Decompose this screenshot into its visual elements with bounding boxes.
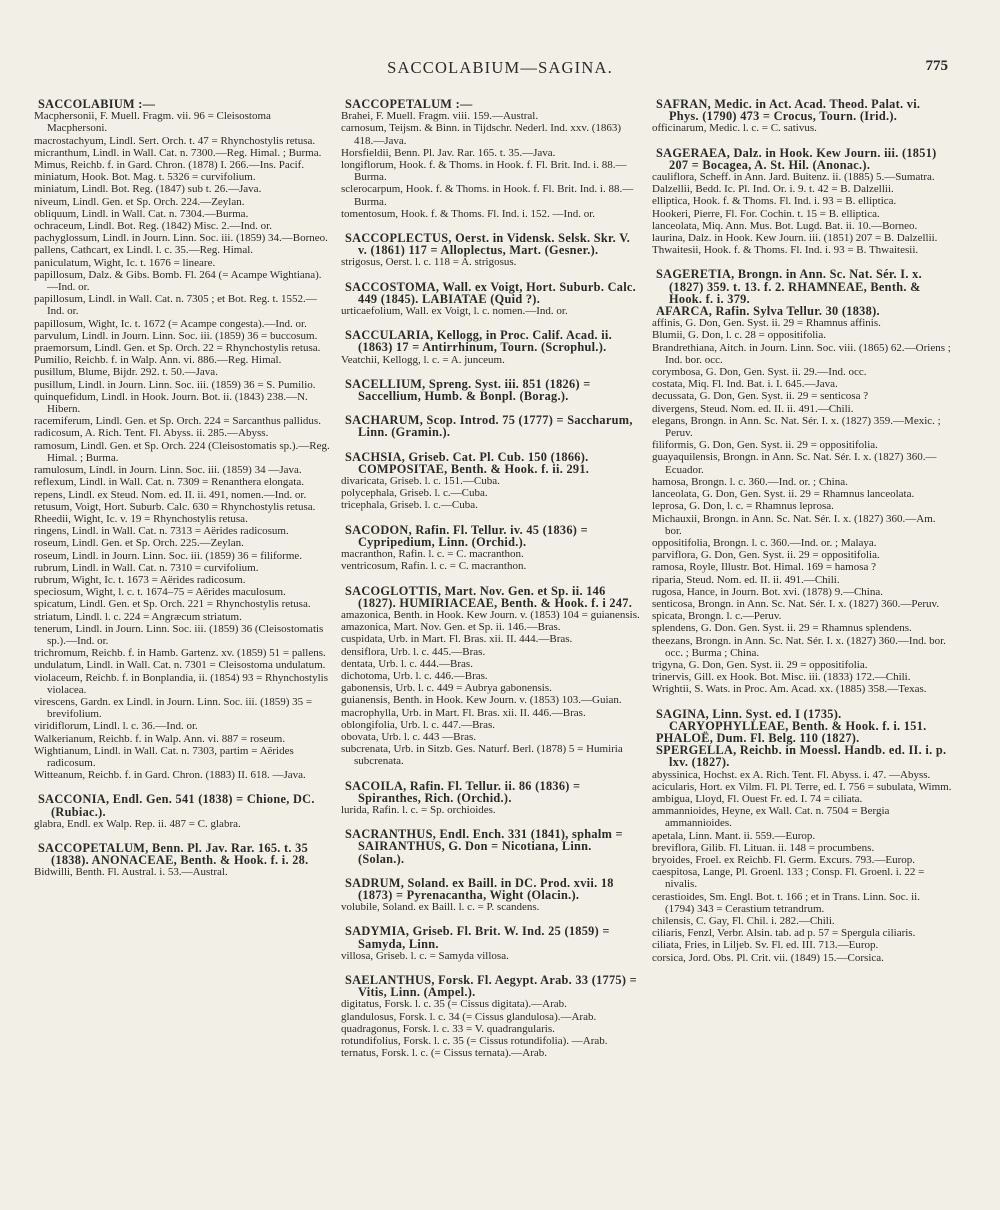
species-entry: glandulosus, Forsk. l. c. 34 (= Cissus glandulosa).—Arab. <box>341 1010 597 1023</box>
genus-heading: SACRANTHUS, Endl. Ench. 331 (1841), sphalm = SAIRANTHUS, G. Don = Nicotiana, Linn. (Solan.). <box>345 827 623 866</box>
entry-gap <box>345 439 640 451</box>
species-entry: trichromum, Reichb. f. in Hamb. Gartenz. xv. (1859) 51 = pallens. <box>34 647 326 660</box>
genus-heading: SACHARUM, Scop. Introd. 75 (1777) = Saccharum, Linn. (Gramin.). <box>345 413 633 440</box>
species-entry: corymbosa, G. Don, Gen. Syst. ii. 29.—Ind. occ. <box>652 366 867 379</box>
species-entry: abyssinica, Hochst. ex A. Rich. Tent. Fl. Abyss. i. 47. —Abyss. <box>652 768 931 781</box>
species-entry: oppositifolia, Brongn. l. c. 360.—Ind. or. ; Malaya. <box>652 536 877 549</box>
species-entry: elliptica, Hook. f. & Thoms. Fl. Ind. i. 93 = B. elliptica. <box>652 195 897 208</box>
species-entry: niveum, Lindl. Gen. et Sp. Orch. 224.—Zeylan. <box>34 195 245 208</box>
species-entry: ramosum, Lindl. Gen. et Sp. Orch. 224 (Cleisostomatis sp.).—Reg. Himal. ; Burma. <box>34 439 330 464</box>
genus-heading: SACODON, Rafin. Fl. Tellur. iv. 45 (1836) = Cypripedium, Linn. (Orchid.). <box>345 522 588 549</box>
species-entry: ciliata, Fries, in Liljeb. Sv. Fl. ed. III. 713.—Europ. <box>652 939 879 952</box>
species-entry: ventricosum, Rafin. l. c. = C. macranthon. <box>341 560 527 573</box>
species-entry: guianensis, Benth. in Hook. Kew Journ. v. (1853) 103.—Guian. <box>341 694 622 707</box>
species-entry: decussata, G. Don, Gen. Syst. ii. 29 = senticosa ? <box>652 390 869 403</box>
column-right <box>652 97 952 964</box>
species-entry: spicatum, Lindl. Gen. et Sp. Orch. 221 = Rhynchostylis retusa. <box>34 598 311 611</box>
species-entry: divergens, Steud. Nom. ed. II. ii. 491.—Chili. <box>652 402 854 415</box>
species-entry: Macphersonii, F. Muell. Fragm. vii. 96 = Cleisostoma Macphersoni. <box>34 110 271 135</box>
species-entry: apetala, Linn. Mant. ii. 559.—Europ. <box>652 829 816 842</box>
genus-heading: SACCOPLECTUS, Oerst. in Vidensk. Selsk. Skr. V. v. (1861) 117 = Alloplectus, Mart. (Gesner.). <box>345 231 631 258</box>
species-entry: trinervis, Gill. ex Hook. Bot. Misc. iii. (1833) 172.—Chili. <box>652 671 911 684</box>
species-entry: Michauxii, Brongn. in Ann. Sc. Nat. Sér. I. x. (1827) 360.—Am. bor. <box>652 512 936 537</box>
species-entry: affinis, G. Don, Gen. Syst. ii. 29 = Rhamnus affinis. <box>652 317 881 330</box>
species-entry: ciliaris, Fenzl, Verbr. Alsin. tab. ad p. 57 = Spergula ciliaris. <box>652 927 916 940</box>
species-entry: obovata, Urb. l. c. 443 —Bras. <box>341 730 477 743</box>
genus-heading: SACOILA, Rafin. Fl. Tellur. ii. 86 (1836) = Spiranthes, Rich. (Orchid.). <box>345 778 581 805</box>
species-entry: Dalzellii, Bedd. Ic. Pl. Ind. Or. i. 9. t. 42 = B. Dalzellii. <box>652 183 894 196</box>
species-entry: Thwaitesii, Hook. f. & Thoms. Fl. Ind. i. 93 = B. Thwaitesii. <box>652 244 919 257</box>
species-entry: dentata, Urb. l. c. 444.—Bras. <box>341 657 473 670</box>
species-entry: macrophylla, Urb. in Mart. Fl. Bras. xii. II. 446.—Bras. <box>341 706 586 719</box>
species-entry: lanceolata, Miq. Ann. Mus. Bot. Lugd. Bat. ii. 10.—Borneo. <box>652 219 918 232</box>
entry-gap <box>656 696 952 708</box>
species-entry: ramosa, Royle, Illustr. Bot. Himal. 169 = hamosa ? <box>652 561 877 574</box>
species-entry: ambigua, Lloyd, Fl. Ouest Fr. ed. I. 74 = ciliata. <box>652 792 863 805</box>
species-entry: digitatus, Forsk. l. c. 35 (= Cissus digitata).—Arab. <box>341 998 567 1011</box>
entry-gap <box>345 768 640 780</box>
species-entry: viridiflorum, Lindl. l. c. 36.—Ind. or. <box>34 720 198 733</box>
species-entry: miniatum, Hook. Bot. Mag. t. 5326 = curvifolium. <box>34 171 256 184</box>
species-entry: ammannioides, Heyne, ex Wall. Cat. n. 7504 = Bergia ammannioides. <box>652 805 890 830</box>
species-entry: roseum, Lindl. in Journ. Linn. Soc. iii. (1859) 36 = filiforme. <box>34 549 303 562</box>
species-entry: ochraceum, Lindl. Bot. Reg. (1842) Misc. 2.—Ind. or. <box>34 220 272 233</box>
entry-gap <box>345 269 640 281</box>
species-entry: obliquum, Lindl. in Wall. Cat. n. 7304.—Burma. <box>34 207 249 220</box>
species-entry: quinquefidum, Lindl. in Hook. Journ. Bot. ii. (1843) 238.—N. Hibern. <box>34 390 308 416</box>
column-middle <box>341 97 640 1060</box>
genus-heading: SAGERETIA, Brongn. in Ann. Sc. Nat. Sér. I. x. (1827) 359. t. 13. f. 2. RHAMNEAE, Benth. & Hook. f. i. 379. <box>656 267 922 306</box>
genus-heading: AFARCA, Rafin. Sylva Tellur. 30 (1838). <box>656 304 880 319</box>
species-entry: chilensis, C. Gay, Fl. Chil. i. 282.—Chili. <box>652 915 835 927</box>
entry-gap <box>345 512 640 524</box>
species-entry: paniculatum, Wight, Ic. t. 1676 = lineare. <box>34 256 216 269</box>
species-entry: Brahei, F. Muell. Fragm. viii. 159.—Austral. <box>341 110 539 123</box>
genus-heading: SADYMIA, Griseb. Fl. Brit. W. Ind. 25 (1859) = Samyda, Linn. <box>345 924 610 951</box>
species-entry: lurida, Rafin. l. c. = Sp. orchioides. <box>341 803 496 816</box>
species-entry: parvulum, Lindl. in Journ. Linn. Soc. iii. (1859) 36 = buccosum. <box>34 329 318 342</box>
species-entry: ramulosum, Lindl. in Journ. Linn. Soc. iii. (1859) 34 —Java. <box>34 464 302 477</box>
species-entry: parviflora, G. Don, Gen. Syst. ii. 29 = oppositifolia. <box>652 549 880 562</box>
species-entry: rubrum, Lindl. in Wall. Cat. n. 7310 = curvifolium. <box>34 561 259 574</box>
species-entry: urticaefolium, Wall. ex Voigt, l. c. nomen.—Ind. or. <box>341 305 568 318</box>
species-entry: cerastioides, Sm. Engl. Bot. t. 166 ; et in Trans. Linn. Soc. ii. (1794) 343 = Cerastium tetrandrum. <box>652 890 920 915</box>
species-entry: praemorsum, Lindl. Gen. et Sp. Orch. 22 = Rhynchostylis retusa. <box>34 342 321 355</box>
species-entry: hamosa, Brongn. l. c. 360.—Ind. or. ; China. <box>652 475 848 488</box>
genus-heading: SACCOPETALUM :— <box>345 97 473 111</box>
species-entry: corsica, Jord. Obs. Pl. Crit. vii. (1849) 15.—Corsica. <box>652 951 884 964</box>
species-entry: ringens, Lindl. in Wall. Cat. n. 7313 = Aërides radicosum. <box>34 525 289 538</box>
species-entry: tenerum, Lindl. in Journ. Linn. Soc. iii. (1859) 36 (Cleisostomatis sp.).—Ind. or. <box>34 622 324 647</box>
species-entry: quadragonus, Forsk. l. c. 33 = V. quadrangularis. <box>341 1022 555 1035</box>
species-entry: undulatum, Lindl. in Wall. Cat. n. 7301 = Cleisostoma undulatum. <box>34 659 326 672</box>
species-entry: Rheedii, Wight, Ic. v. 19 = Rhynchostylis retusa. <box>34 512 248 525</box>
species-entry: officinarum, Medic. l. c. = C. sativus. <box>652 122 817 135</box>
species-entry: filiformis, G. Don, Gen. Syst. ii. 29 = oppositifolia. <box>652 439 878 452</box>
species-entry: splendens, G. Don. Gen. Syst. ii. 29 = Rhamnus splendens. <box>652 622 912 635</box>
species-entry: Wightianum, Lindl. in Wall. Cat. n. 7303, partim = Aërides radicosum. <box>34 744 294 769</box>
species-entry: densiflora, Urb. l. c. 445.—Bras. <box>341 645 486 658</box>
species-entry: pachyglossum, Lindl. in Journ. Linn. Soc. iii. (1859) 34.—Borneo. <box>34 232 328 245</box>
species-entry: speciosum, Wight, l. c. t. 1674–75 = Aërides maculosum. <box>34 586 286 599</box>
species-entry: macranthon, Rafin. l. c. = C. macranthon. <box>341 548 524 561</box>
species-entry: longiflorum, Hook. f. & Thoms. in Hook. f. Fl. Brit. Ind. i. 88.—Burma. <box>341 159 627 184</box>
species-entry: repens, Lindl. ex Steud. Nom. ed. II. ii. 491, nomen.—Ind. or. <box>34 488 307 501</box>
species-entry: acicularis, Hort. ex Vilm. Fl. Pl. Terre, ed. I. 756 = subulata, Wimm. <box>652 780 952 793</box>
species-entry: cauliflora, Scheff. in Ann. Jard. Buitenz. ii. (1885) 5.—Sumatra. <box>652 171 935 184</box>
species-entry: Horsfieldii, Benn. Pl. Jav. Rar. 165. t. 35.—Java. <box>341 146 556 159</box>
species-entry: leprosa, G. Don, l. c. = Rhamnus leprosa. <box>652 500 834 513</box>
species-entry: subcrenata, Urb. in Sitzb. Ges. Naturf. Berl. (1878) 5 = Humiria subcrenata. <box>341 743 623 768</box>
genus-heading: SACCULARIA, Kellogg, in Proc. Calif. Acad. ii. (1863) 17 = Antirrhinum, Tourn. (Scrophul.). <box>345 328 613 355</box>
species-entry: Hookeri, Pierre, Fl. For. Cochin. t. 15 = B. elliptica. <box>652 207 880 220</box>
species-entry: retusum, Voigt, Hort. Suburb. Calc. 630 = Rhynchostylis retusa. <box>34 500 316 513</box>
species-entry: amazonica, Mart. Nov. Gen. et Sp. ii. 146.—Bras. <box>341 621 561 634</box>
species-entry: Walkerianum, Reichb. f. in Walp. Ann. vi. 887 = roseum. <box>34 732 286 745</box>
species-entry: papillosum, Wight, Ic. t. 1672 (= Acampe congesta).—Ind. or. <box>34 317 307 330</box>
species-entry: caespitosa, Lange, Pl. Groenl. 133 ; Consp. Fl. Groenl. i. 22 = nivalis. <box>652 866 925 891</box>
species-entry: rubrum, Wight, Ic. t. 1673 = Aërides radicosum. <box>34 573 246 586</box>
species-entry: villosa, Griseb. l. c. = Samyda villosa. <box>341 949 509 962</box>
species-entry: elegans, Brongn. in Ann. Sc. Nat. Sér. I. x. (1827) 359.—Mexic. ; Peruv. <box>652 414 941 440</box>
genus-heading: SACELLIUM, Spreng. Syst. iii. 851 (1826) = Saccellium, Humb. & Bonpl. (Borag.). <box>345 376 591 404</box>
species-entry: macrostachyum, Lindl. Sert. Orch. t. 47 = Rhynchostylis retusa. <box>34 134 316 147</box>
species-entry: reflexum, Lindl. in Wall. Cat. n. 7309 = Renanthera elongata. <box>34 476 304 489</box>
species-entry: micranthum, Lindl. in Wall. Cat. n. 7300.—Reg. Himal. ; Burma. <box>34 146 322 159</box>
species-entry: Wrightii, S. Wats. in Proc. Am. Acad. xx. (1885) 358.—Texas. <box>652 683 927 696</box>
genus-heading: SACCOSTOMA, Wall. ex Voigt, Hort. Suburb. Calc. 449 (1845). LABIATAE (Quid ?). <box>345 279 637 306</box>
species-entry: ternatus, Forsk. l. c. (= Cissus ternata).—Arab. <box>341 1047 547 1060</box>
species-entry: amazonica, Benth. in Hook. Kew Journ. v. (1853) 104 = guianensis. <box>341 608 640 621</box>
species-entry: papillosum, Dalz. & Gibs. Bomb. Fl. 264 (= Acampe Wightiana).—Ind. or. <box>34 268 322 294</box>
species-entry: carnosum, Teijsm. & Binn. in Tijdschr. Nederl. Ind. xxv. (1863) 418.—Java. <box>341 122 622 147</box>
species-entry: dichotoma, Urb. l. c. 446.—Bras. <box>341 669 488 682</box>
species-entry: pusillum, Lindl. in Journ. Linn. Soc. iii. (1859) 36 = S. Pumilio. <box>34 378 316 391</box>
entry-gap <box>345 865 640 877</box>
species-entry: striatum, Lindl. l. c. 224 = Angræcum striatum. <box>34 610 242 623</box>
species-entry: Pumilio, Reichb. f. in Walp. Ann. vi. 886.—Reg. Himal. <box>34 354 282 367</box>
species-entry: miniatum, Lindl. Bot. Reg. (1847) sub t. 26.—Java. <box>34 183 262 196</box>
species-entry: glabra, Endl. ex Walp. Rep. ii. 487 = C. glabra. <box>34 817 241 830</box>
running-head: SACCOLABIUM—SAGINA. <box>387 58 613 77</box>
genus-heading: SACCOPETALUM, Benn. Pl. Jav. Rar. 165. t. 35 (1838). ANONACEAE, Benth. & Hook. f. i. 28. <box>38 840 309 868</box>
genus-heading: SACOGLOTTIS, Mart. Nov. Gen. et Sp. ii. 146 (1827). HUMIRIACEAE, Benth. & Hook. f. i 247. <box>345 583 633 610</box>
entry-gap <box>656 135 952 147</box>
species-entry: tomentosum, Hook. f. & Thoms. Fl. Ind. i. 152. —Ind. or. <box>341 207 596 220</box>
species-entry: Blumii, G. Don, l. c. 28 = oppositifolia. <box>652 329 826 342</box>
species-entry: breviflora, Gilib. Fl. Lituan. ii. 148 = procumbens. <box>652 841 875 854</box>
species-entry: divaricata, Griseb. l. c. 151.—Cuba. <box>341 475 500 488</box>
species-entry: Bidwilli, Benth. Fl. Austral. i. 53.—Austral. <box>34 866 228 879</box>
species-entry: Witteanum, Reichb. f. in Gard. Chron. (1883) II. 618. —Java. <box>34 769 306 782</box>
species-entry: papillosum, Lindl. in Wall. Cat. n. 7305 ; et Bot. Reg. t. 1552.—Ind. or. <box>34 293 317 318</box>
genus-heading: SAGERAEA, Dalz. in Hook. Kew Journ. iii. (1851) 207 = Bocagea, A. St. Hil. (Anonac.). <box>656 145 937 172</box>
species-entry: Veatchii, Kellogg, l. c. = A. junceum. <box>341 353 505 366</box>
species-entry: bryoides, Froel. ex Reichb. Fl. Germ. Excurs. 793.—Europ. <box>652 853 916 866</box>
species-entry: cuspidata, Urb. in Mart. Fl. Bras. xii. II. 444.—Bras. <box>341 633 573 646</box>
species-entry: oblongifolia, Urb. l. c. 447.—Bras. <box>341 718 495 731</box>
species-entry: violaceum, Reichb. f. in Bonplandia, ii. (1854) 93 = Rhynchostylis violacea. <box>34 671 328 696</box>
species-entry: virescens, Gardn. ex Lindl. in Journ. Linn. Soc. iii. (1859) 35 = brevifolium. <box>34 695 313 721</box>
species-entry: strigosus, Oerst. l. c. 118 = A. strigosus. <box>341 256 517 269</box>
species-entry: polycephala, Griseb. l. c.—Cuba. <box>341 487 488 500</box>
species-entry: racemiferum, Lindl. Gen. et Sp. Orch. 224 = Sarcanthus pallidus. <box>34 415 321 428</box>
species-entry: Brandrethiana, Aitch. in Journ. Linn. Soc. viii. (1865) 62.—Oriens ; Ind. bor. occ. <box>652 341 951 366</box>
species-entry: costata, Miq. Fl. Ind. Bat. i. I. 645.—Java. <box>652 378 838 391</box>
column-left <box>34 97 330 879</box>
species-entry: senticosa, Brongn. in Ann. Sc. Nat. Sér. I. x. (1827) 360.—Peruv. <box>652 597 940 610</box>
species-entry: radicosum, A. Rich. Tent. Fl. Abyss. ii. 285.—Abyss. <box>34 427 269 440</box>
genus-heading: SPERGELLA, Reichb. in Moessl. Handb. ed. II. i. p. lxv. (1827). <box>656 743 947 770</box>
species-entry: pusillum, Blume, Bijdr. 292. t. 50.—Java. <box>34 366 218 379</box>
species-entry: tricephala, Griseb. l. c.—Cuba. <box>341 499 478 512</box>
page-number: 775 <box>925 58 948 74</box>
species-entry: theezans, Brongn. in Ann. Sc. Nat. Sér. I. x. (1827) 360.—Ind. bor. occ. ; Burma ; China. <box>652 634 946 659</box>
entry-gap <box>345 573 640 585</box>
genus-heading: SAELANTHUS, Forsk. Fl. Aegypt. Arab. 33 (1775) = Vitis, Linn. (Ampel.). <box>345 972 637 1000</box>
species-entry: volubile, Soland. ex Baill. l. c. = P. scandens. <box>341 901 540 914</box>
species-entry: rotundifolius, Forsk. l. c. 35 (= Cissus rotundifolia). —Arab. <box>341 1035 608 1047</box>
species-entry: trigyna, G. Don, Gen. Syst. ii. 29 = oppositifolia. <box>652 658 868 671</box>
genus-heading: PHALOË, Dum. Fl. Belg. 110 (1827). <box>656 730 860 745</box>
species-entry: Mimus, Reichb. f. in Gard. Chron. (1878) I. 266.—Ins. Pacif. <box>34 159 305 172</box>
species-entry: spicata, Brongn. l. c.—Peruv. <box>652 610 782 623</box>
species-entry: sclerocarpum, Hook. f. & Thoms. in Hook. f. Fl. Brit. Ind. i. 88.—Burma. <box>341 183 634 208</box>
genus-heading: SAFRAN, Medic. in Act. Acad. Theod. Palat. vi. Phys. (1790) 473 = Crocus, Tourn. (Irid.). <box>656 97 921 124</box>
species-entry: laurina, Dalz. in Hook. Kew Journ. iii. (1851) 207 = B. Dalzellii. <box>652 232 938 245</box>
genus-heading: SADRUM, Soland. ex Baill. in DC. Prod. xvii. 18 (1873) = Pyrenacantha, Wight (Olacin.). <box>345 875 614 902</box>
species-entry: guayaquilensis, Brongn. in Ann. Sc. Nat. Sér. I. x. (1827) 360.—Ecuador. <box>652 451 937 476</box>
genus-heading: SACCOLABIUM :— <box>38 97 156 111</box>
genus-heading: SACCONIA, Endl. Gen. 541 (1838) = Chione, DC. (Rubiac.). <box>38 792 315 819</box>
species-entry: roseum, Lindl. Gen. et Sp. Orch. 225.—Zeylan. <box>34 537 244 550</box>
species-entry: lanceolata, G. Don, Gen. Syst. ii. 29 = Rhamnus lanceolata. <box>652 488 915 501</box>
genus-heading: SACHSIA, Griseb. Cat. Pl. Cub. 150 (1866). COMPOSITAE, Benth. & Hook. f. ii. 291. <box>345 449 590 476</box>
species-entry: pallens, Cathcart, ex Lindl. l. c. 35.—Reg. Himal. <box>34 244 254 257</box>
species-entry: riparia, Steud. Nom. ed. II. ii. 491.—Chili. <box>652 573 840 586</box>
species-entry: rugosa, Hance, in Journ. Bot. xvi. (1878) 9.—China. <box>652 585 883 598</box>
species-entry: gabonensis, Urb. l. c. 449 = Aubrya gabonensis. <box>341 682 552 695</box>
genus-heading: SAGINA, Linn. Syst. ed. I (1735). CARYOPHYLLEAE, Benth. & Hook. f. i. 151. <box>656 706 927 733</box>
